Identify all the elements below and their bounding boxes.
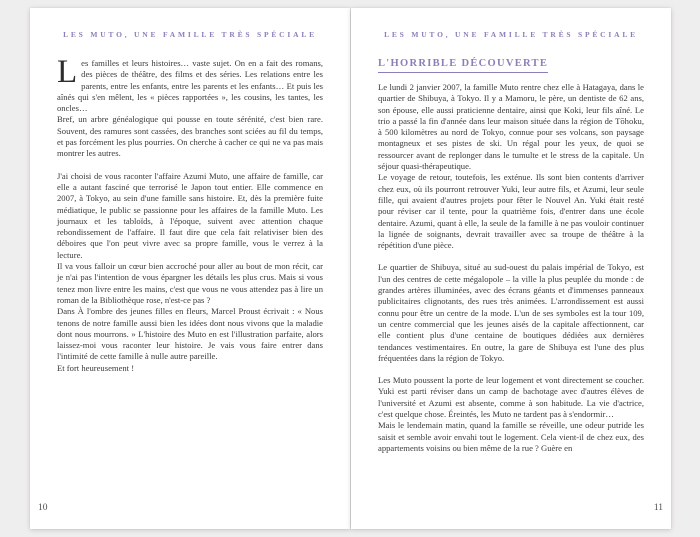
paragraph: Mais le lendemain matin, quand la famille se réveille, une odeur putride les saisit et semble avoir envahi tout le logement. Cela vient-il de chez eux, des appartements voisins ou bien même de la rue ? Guère en [378,420,644,453]
page-number-left: 10 [38,503,48,513]
page-left-body [57,54,323,374]
paragraph: Et fort heureusement ! [57,362,135,373]
drop-cap: L [57,54,78,90]
paragraph: Le voyage de retour, toutefois, les exténue. Ils sont bien contents d'arriver chez eux, où ils pourront retrouver Yuki, leur autre fils, et Azumi, leur seule fille, qui avaient d'autres projets pour fêter le Nouvel An. Yuki était resté pour réviser car il tente, pour la quatrième fois, d'entrer dans une école dentaire. Azumi, quant à elle, la seule de la famille à ne pas vouloir continuer la lignée de soignants, devrait travailler avec sa troupe de théâtre à la répétition d'une pièce. [378,172,644,251]
page-right [351,8,671,529]
paragraph [57,54,323,114]
paragraph: Bref, un arbre généalogique qui pousse en toute sérénité, c'est bien rare. Souvent, des ramures sont cassées, des branches sont sciées au fil du temps, et pas forcément les plus pourries. On cherche à cacher ce qui ne va pas mais montrer les autres. [57,114,323,159]
page-right-body [378,82,644,454]
running-header-left: LES MUTO, UNE FAMILLE TRÈS SPÉCIALE [63,30,317,39]
paragraph: Il va vous falloir un cœur bien accroché pour aller au bout de mon récit, car je n'ai pas l'intention de vous épargner les détails les plus crus. Mais si vous tenez mon livre entre les mains, c'est que vous ne vous attendez pas à lire un roman de la Bibliothèque rose, n'est-ce pas ? [57,261,323,305]
running-header-right: LES MUTO, UNE FAMILLE TRÈS SPÉCIALE [384,30,638,39]
page-number-right: 11 [653,503,663,513]
page-left [30,8,350,529]
paragraph: Les Muto poussent la porte de leur logement et vont directement se coucher. Yuki est parti réviser dans un camp de bachotage avec d'autres élèves de l'université et Azumi est absente, comme à son habitude. La vie d'actrice, c'est quelque chose. Éreintés, les Muto ne tardent pas à s'endormir… [378,375,644,420]
paragraph: J'ai choisi de vous raconter l'affaire Azumi Muto, une affaire de famille, car elle a autant fasciné que terrorisé le Japon tout entier. Elle commence en 2007, à Tokyo, au sein d'une famille sans histoire. Et, dès la première fuite médiatique, le public se passionne pour les affaires de la famille Muto. Les journaux et les tabloïds, à l'époque, suivent avec attention chaque rebondissement de l'affaire. Il faut dire que cela fait relativiser bien des déboires que l'on peut vivre avec sa propre famille, vous le verrez à la lecture. [57,170,323,260]
paragraph: Dans À l'ombre des jeunes filles en fleurs, Marcel Proust écrivait : « Nous tenons de notre famille aussi bien les idées dont nous vivons que la maladie dont nous mourrons. » L'histoire des Muto en est l'illustration parfaite, alors laissez-moi vous raconter leur histoire. Je vais vous faire entrer dans l'intimité de cette famille à nulle autre pareille. [57,306,323,362]
paragraph-text: es familles et leurs histoires… vaste sujet. On en a fait des romans, des pièces de théâtre, des films et des séries. Les relations entre les parents, entre les enfants, entre les parents et les enfants… Et puis les aînés qui s'en mêlent, les « pièces rapportées », les cousins, les tantes, les oncles… [57,58,323,114]
paragraph: Le quartier de Shibuya, situé au sud-ouest du palais impérial de Tokyo, est l'un des centres de cette mégalopole – la ville la plus peuplée du monde : de grandes artères illuminées, avec des écrans géants et d'immenses panneaux publicitaires clignotants, des rues très animées. L'arrondissement est aussi connu pour être un centre de la mode. L'un de ses symboles est la tour 109, un centre commercial que les jeunes aisés de la capitale affectionnent, car elle contient plus d'une centaine de boutiques dédiées aux dernières tendances vestimentaires. En outre, la gare de Shibuya est l'une des plus fréquentées dans la région de Tokyo. [378,262,644,363]
paragraph: Le lundi 2 janvier 2007, la famille Muto rentre chez elle à Hatagaya, dans le quartier de Shibuya, à Tokyo. Il y a Mamoru, le père, un dentiste de 62 ans, son épouse, elle aussi praticienne dentaire, ainsi que Koki, leur fils aîné. Le trio a passé la fin d'année dans leur maison située dans la région de Tōhoku, à 500 kilomètres au nord de Tokyo, connue pour ses volcans, son paysage montagneux et ses pistes de ski. Un régal pour les yeux, de quoi se ressourcer avant de replonger dans le tumulte et le stress de la capitale. Un séjour quasi-thérapeutique. [378,82,644,172]
chapter-heading: L'HORRIBLE DÉCOUVERTE [378,58,548,73]
